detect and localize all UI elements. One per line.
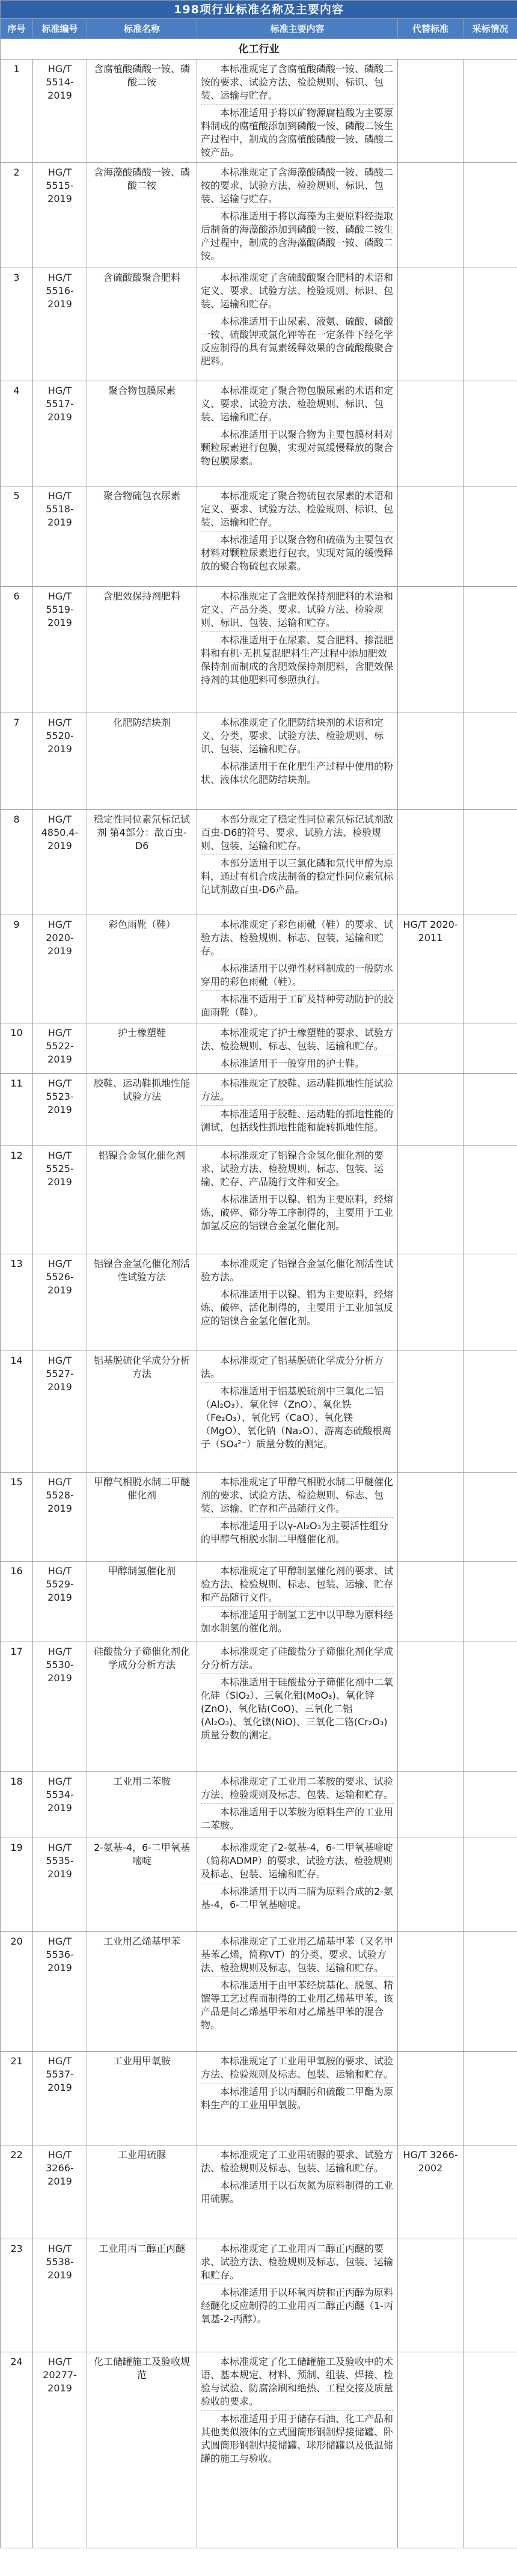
table-title: 198项行业标准名称及主要内容 [1, 1, 517, 19]
content-paragraph: 本标准适用于胶鞋、运动鞋的抓地性能的测试，包括线性抓地性能和旋转抓地性能。 [201, 1105, 394, 1134]
standard-content [197, 713, 398, 810]
row-number: 19 [1, 1838, 33, 1932]
adoption-status [463, 1473, 517, 1562]
standard-content [197, 587, 398, 713]
table-row [1, 2145, 517, 2239]
column-header-adoption: 采标情况 [463, 19, 517, 39]
table-row [1, 810, 517, 915]
standard-code: HG/T 5529-2019 [33, 1562, 87, 1642]
row-number: 2 [1, 163, 33, 268]
standard-content [197, 163, 398, 268]
standard-name: 胶鞋、运动鞋抓地性能试验方法 [87, 1074, 197, 1146]
content-paragraph: 本标准适用于以镍、铝为主要原料，经熔炼、破碎、活化制得的，主要用于工业加氢反应的铝镍合金氢化催化剂。 [201, 1286, 394, 1328]
column-header-number: 序号 [1, 19, 33, 39]
standard-code: HG/T 5519-2019 [33, 587, 87, 713]
row-number: 14 [1, 1351, 33, 1473]
column-header-content: 标准主要内容 [197, 19, 398, 39]
adoption-status [463, 163, 517, 268]
content-paragraph: 本标准适用于一般穿用的护士鞋。 [201, 1055, 394, 1070]
content-paragraph: 本标准适用于用于储存石油、化工产品和其他类似液体的立式圆筒形钢制焊接储罐、卧式圆筒形钢制焊接储罐、球形储罐以及低温储罐的施工与验收。 [201, 2410, 394, 2465]
row-number: 10 [1, 1023, 33, 1074]
standard-name: 含硫酸酸聚合肥料 [87, 268, 197, 381]
standard-name: 工业用甲氧胺 [87, 2052, 197, 2145]
standard-name: 聚合物硫包衣尿素 [87, 486, 197, 587]
adoption-status [463, 713, 517, 810]
content-paragraph: 本标准适用于在化肥生产过程中使用的粉状、液体状化肥防结块剂。 [201, 758, 394, 787]
standard-name: 工业用乙烯基甲苯 [87, 1932, 197, 2052]
adoption-status [463, 810, 517, 915]
content-paragraph: 本标准规定了铝镍合金氢化催化剂的要求、试验方法、检验规则、标志、包装、运输、贮存、产品随行文件和安全。 [201, 1150, 384, 1188]
adoption-status [463, 2352, 517, 2548]
content-paragraph: 本标准规定了甲醇气相脱水制二甲醚催化剂的要求、试验方法、检验规则、标志、包装、运输、贮存和产品随行文件。 [201, 1476, 394, 1514]
standard-name: 含腐植酸磷酸一铵、磷酸二铵 [87, 60, 197, 163]
standard-code: HG/T 5538-2019 [33, 2239, 87, 2352]
standard-code: HG/T 5516-2019 [33, 268, 87, 381]
standard-content [197, 1351, 398, 1473]
standard-name: 含海藻酸磷酸一铵、磷酸二铵 [87, 163, 197, 268]
replaced-standard [398, 2239, 463, 2352]
table-row [1, 1473, 517, 1562]
adoption-status [463, 60, 517, 163]
table-row [1, 1074, 517, 1146]
standard-content [197, 1074, 398, 1146]
row-number: 16 [1, 1562, 33, 1642]
content-paragraph: 本标准适用于由甲苯经烷基化、脱氢、精馏等工艺过程而制得的工业用乙烯基甲苯。该产品是间乙烯基甲苯和对乙烯基甲苯的混合物。 [201, 1976, 394, 2032]
standard-name: 铝镍合金氢化催化剂 [87, 1146, 197, 1254]
standard-code: HG/T 5534-2019 [33, 1772, 87, 1838]
table-row [1, 2052, 517, 2145]
standard-name: 硅酸盐分子筛催化剂化学成分分析方法 [87, 1642, 197, 1772]
table-row [1, 915, 517, 1023]
content-paragraph: 本标准适用于在尿素、复合肥料、掺混肥料和有机-无机复混肥料生产过程中添加肥效保持剂而制成的含肥效保持剂肥料，含肥效保持剂的其他肥料可参照执行。 [201, 631, 394, 687]
content-paragraph: 本标准规定了硅酸盐分子筛催化剂化学成分分析方法。 [201, 1646, 394, 1670]
standard-content [197, 1146, 398, 1254]
standard-name: 彩色雨靴（鞋） [87, 915, 197, 1023]
section-group [1, 39, 517, 60]
replaced-standard [398, 163, 463, 268]
standard-name: 护士橡塑鞋 [87, 1023, 197, 1074]
row-number: 18 [1, 1772, 33, 1838]
content-paragraph: 本标准规定了工业用硫脲的要求、试验方法、检验规则及标志、包装、运输和贮存。 [201, 2149, 394, 2174]
standard-code: HG/T 20277-2019 [33, 2352, 87, 2548]
standard-content [197, 810, 398, 915]
standard-name: 含肥效保持剂肥料 [87, 587, 197, 713]
standard-content [197, 2352, 398, 2548]
table-row [1, 486, 517, 587]
standard-content [197, 1023, 398, 1074]
content-paragraph: 本标准适用于由尿素、液氨、硫酸、磷酸一铵、硫酸钾或氯化钾等在一定条件下经化学反应制得的具有氮素缓释效果的含硫酸酸聚合肥料。 [201, 313, 394, 368]
table-row [1, 1146, 517, 1254]
standard-code: HG/T 4850.4-2019 [33, 810, 87, 915]
row-number: 24 [1, 2352, 33, 2548]
row-number: 7 [1, 713, 33, 810]
replaced-standard [398, 1074, 463, 1146]
adoption-status [463, 1772, 517, 1838]
content-paragraph: 本标准适用于以弹性材料制成的一般防水穿用的彩色雨靴（鞋）。 [201, 960, 394, 989]
table-row [1, 713, 517, 810]
row-number: 4 [1, 381, 33, 486]
adoption-status [463, 1254, 517, 1351]
standard-content [197, 60, 398, 163]
section-row [1, 39, 517, 60]
table-row [1, 1838, 517, 1932]
adoption-status [463, 1023, 517, 1074]
content-paragraph: 本标准规定了含腐植酸磷酸一铵、磷酸二铵的要求、试验方法、检验规则、标识、包装、运输与贮存。 [201, 63, 394, 101]
adoption-status [463, 1351, 517, 1473]
standard-content [197, 1932, 398, 2052]
standard-content [197, 1473, 398, 1562]
table-row [1, 1932, 517, 2052]
content-paragraph: 本部分规定了稳定性同位素氘标记试剂敌百虫-D6的符号、要求、试验方法、检验规则、包装、运输和贮存。 [201, 814, 394, 851]
content-paragraph: 本标准适用于以聚合物为主要包膜材料对颗粒尿素进行包膜，实现对氮缓慢释放的聚合物包膜尿素。 [201, 426, 394, 468]
content-paragraph: 本标准适用于以石灰氮为原料制得的工业用硫脲。 [201, 2177, 394, 2206]
table-row [1, 1023, 517, 1074]
adoption-status [463, 2052, 517, 2145]
row-number: 13 [1, 1254, 33, 1351]
table-row [1, 2239, 517, 2352]
row-number: 17 [1, 1642, 33, 1772]
table-row [1, 1562, 517, 1642]
standard-content [197, 2052, 398, 2145]
content-paragraph: 本标准适用于以环氧丙烷和正丙醇为原料经醚化反应制得的工业用丙二醇正丙醚（1-丙氧基-2-丙醇）。 [201, 2284, 394, 2326]
replaced-standard [398, 486, 463, 587]
table-row [1, 268, 517, 381]
row-number: 22 [1, 2145, 33, 2239]
content-paragraph: 本标准适用于以γ-Al₂O₃为主要活性组分的甲醇气相脱水制二甲醚催化剂。 [201, 1517, 394, 1546]
title-row [1, 1, 517, 19]
standard-code: HG/T 5536-2019 [33, 1932, 87, 2052]
replaced-standard [398, 1772, 463, 1838]
standard-content [197, 1642, 398, 1772]
content-paragraph: 本标准适用于制氢工艺中以甲醇为原料经加水制氢的催化剂。 [201, 1606, 394, 1635]
content-paragraph: 本标准规定了含硫酸酸聚合肥料的术语和定义、要求、试验方法、检验规则、标识、包装、运输和贮存。 [201, 272, 394, 310]
replaced-standard [398, 1254, 463, 1351]
standard-code: HG/T 5520-2019 [33, 713, 87, 810]
standard-code: HG/T 5537-2019 [33, 2052, 87, 2145]
replaced-standard [398, 1146, 463, 1254]
adoption-status [463, 2239, 517, 2352]
standard-content [197, 381, 398, 486]
standard-code: HG/T 2020-2019 [33, 915, 87, 1023]
content-paragraph: 本标准不适用于工矿及特种劳动防护的胶面雨靴（鞋）。 [201, 990, 394, 1019]
content-paragraph: 本标准规定了工业用乙烯基甲苯（又名甲基苯乙烯，简称VT）的分类、要求、试验方法、检验规则及标志、包装、运输和贮存。 [201, 1936, 394, 1973]
section-title: 化工行业 [1, 39, 517, 60]
content-paragraph: 本标准规定了含肥效保持剂肥料的术语和定义、产品分类、要求、试验方法、检验规则、标识、包装、运输和贮存。 [201, 590, 394, 628]
row-number: 5 [1, 486, 33, 587]
content-paragraph: 本标准规定了化肥防结块剂的术语和定义、分类、要求、试验方法、检验规则、标识、包装、运输和贮存。 [201, 717, 384, 755]
adoption-status [463, 1562, 517, 1642]
standard-code: HG/T 5518-2019 [33, 486, 87, 587]
adoption-status [463, 1932, 517, 2052]
content-paragraph: 本标准规定了含海藻酸磷酸一铵、磷酸二铵的要求、试验方法、检验规则、标识、包装、运输与贮存。 [201, 167, 394, 204]
content-paragraph: 本标准规定了工业用甲氧胺的要求、试验方法、检验规则及标志、包装、运输和贮存。 [201, 2055, 394, 2080]
content-paragraph: 本标准规定了聚合物硫包衣尿素的术语和定义、要求、试验方法、检验规则、标识、包装、运输和贮存。 [201, 490, 394, 528]
standard-name: 工业用硫脲 [87, 2145, 197, 2239]
row-number: 23 [1, 2239, 33, 2352]
content-paragraph: 本标准规定了胶鞋、运动鞋抓地性能试验方法。 [201, 1078, 394, 1102]
row-number: 6 [1, 587, 33, 713]
content-paragraph: 本标准适用于以苯胺为原料生产的工业用二苯胺。 [201, 1803, 394, 1832]
column-header-row [1, 19, 517, 39]
standard-code: HG/T 5530-2019 [33, 1642, 87, 1772]
adoption-status [463, 381, 517, 486]
standard-code: HG/T 5515-2019 [33, 163, 87, 268]
replaced-standard [398, 381, 463, 486]
row-number: 11 [1, 1074, 33, 1146]
standard-name: 甲醇气相脱水制二甲醚催化剂 [87, 1473, 197, 1562]
row-number: 15 [1, 1473, 33, 1562]
table-row [1, 2352, 517, 2548]
replaced-standard [398, 1473, 463, 1562]
standard-code: HG/T 5528-2019 [33, 1473, 87, 1562]
table-row [1, 381, 517, 486]
content-paragraph: 本标准规定了工业用二苯胺的要求、试验方法、检验规则及标志、包装、运输和贮存。 [201, 1776, 394, 1800]
standard-content [197, 915, 398, 1023]
content-paragraph: 本部分适用于以三氯化磷和氘代甲醇为原料，通过有机合成法制备的稳定性同位素氘标记试剂敌百虫-D6产品。 [201, 854, 394, 897]
standard-code: HG/T 5523-2019 [33, 1074, 87, 1146]
row-number: 12 [1, 1146, 33, 1254]
content-paragraph: 本标准规定了聚合物包膜尿素的术语和定义、要求、试验方法、检验规则、标识、包装、运输和贮存。 [201, 385, 394, 423]
replaced-standard [398, 2352, 463, 2548]
column-header-replaces: 代替标准 [398, 19, 463, 39]
standard-content [197, 1838, 398, 1932]
row-number: 1 [1, 60, 33, 163]
content-paragraph: 本标准适用于以镍、铝为主要原料，经熔炼、破碎、筛分等工序制得的，主要用于工业加氢反应的铝镍合金氢化催化剂。 [201, 1191, 394, 1233]
replaced-standard [398, 1351, 463, 1473]
replaced-standard [398, 268, 463, 381]
table-row [1, 60, 517, 163]
content-paragraph: 本标准适用于以丙二腈为原料合成的2-氨基-4，6-二甲氧基嘧啶。 [201, 1883, 394, 1912]
table-row [1, 1772, 517, 1838]
standard-content [197, 268, 398, 381]
standard-name: 化工储罐施工及验收规范 [87, 2352, 197, 2548]
content-paragraph: 本标准规定了2-氨基-4，6-二甲氧基嘧啶（简称ADMP）的要求、试验方法、检验规则及标志、包装、运输和贮存。 [201, 1842, 393, 1880]
content-paragraph: 本标准规定了化工储罐施工及验收中的术语、基本规定、材料、预制、组装、焊接、检验与试验、防腐涂刷和绝热、工程交接及质量验收的要求。 [201, 2356, 394, 2407]
replaced-standard [398, 810, 463, 915]
content-paragraph: 本标准规定了铝基脱硫化学成分分析方法。 [201, 1355, 384, 1379]
standard-code: HG/T 5514-2019 [33, 60, 87, 163]
adoption-status [463, 915, 517, 1023]
content-paragraph: 本标准适用于将以矿物源腐植酸为主要原料制成的腐植酸添加到磷酸一铵、磷酸二铵生产过程中，制成的含腐植酸磷酸一铵、磷酸二铵产品。 [201, 104, 394, 159]
standard-code: HG/T 5526-2019 [33, 1254, 87, 1351]
standard-content [197, 1254, 398, 1351]
standard-code: HG/T 3266-2019 [33, 2145, 87, 2239]
standard-code: HG/T 5527-2019 [33, 1351, 87, 1473]
adoption-status [463, 1838, 517, 1932]
standard-name: 2-氨基-4，6-二甲氧基嘧啶 [87, 1838, 197, 1932]
table-body [1, 60, 517, 2548]
content-paragraph: 本标准适用于硅酸盐分子筛催化剂中二氧化硅（SiO₂）、三氧化钼(MoO₃)、氧化锌(ZnO)、氧化钴(CoO)、三氧化二铝(Al₂O₃)、氧化镍(NiO)、三氧化二铬(Cr₂O₃)质量分数的测定。 [201, 1673, 394, 1742]
standard-code: HG/T 5517-2019 [33, 381, 87, 486]
content-paragraph: 本标准适用于将以海藻为主要原料经提取后制备的海藻酸添加到磷酸一铵、磷酸二铵生产过程中，制成的含海藻酸磷酸一铵、磷酸二铵。 [201, 207, 394, 263]
adoption-status [463, 268, 517, 381]
table-row [1, 1254, 517, 1351]
adoption-status [463, 587, 517, 713]
adoption-status [463, 2145, 517, 2239]
content-paragraph: 本标准适用于以丙酮肟和硫酸二甲酯为原料生产的工业用甲氧胺。 [201, 2083, 394, 2112]
column-header-name: 标准名称 [87, 19, 197, 39]
table-head [1, 1, 517, 39]
standard-code: HG/T 5522-2019 [33, 1023, 87, 1074]
replaced-standard [398, 713, 463, 810]
table-row [1, 1642, 517, 1772]
replaced-standard [398, 587, 463, 713]
adoption-status [463, 486, 517, 587]
content-paragraph: 本标准规定了护士橡塑鞋的要求、试验方法、检验规则、标志、包装、运输和贮存。 [201, 1027, 394, 1052]
standard-code: HG/T 5525-2019 [33, 1146, 87, 1254]
standard-name: 聚合物包膜尿素 [87, 381, 197, 486]
standard-content [197, 2145, 398, 2239]
table-row [1, 587, 517, 713]
content-paragraph: 本标准适用于铝基脱硫剂中三氧化二铝（Al₂O₃）、氧化锌（ZnO）、氧化铁（Fe₂O₃）、氧化钙（CaO）、氧化镁（MgO）、氧化钠（Na₂O）、游离态硫酸根离子（SO₄²⁻）质量分数的测定。 [201, 1382, 394, 1451]
adoption-status [463, 1642, 517, 1772]
row-number: 8 [1, 810, 33, 915]
adoption-status [463, 1146, 517, 1254]
standard-name: 稳定性同位素氘标记试剂 第4部分：敌百虫-D6 [87, 810, 197, 915]
table-row [1, 163, 517, 268]
standard-content [197, 486, 398, 587]
replaced-standard: HG/T 3266-2002 [398, 2145, 463, 2239]
row-number: 9 [1, 915, 33, 1023]
standard-content [197, 1562, 398, 1642]
content-paragraph: 本标准规定了彩色雨靴（鞋）的要求、试验方法、检验规则、标志、包装、运输和贮存。 [201, 919, 394, 957]
table-row [1, 1351, 517, 1473]
standard-name: 铝基脱硫化学成分分析方法 [87, 1351, 197, 1473]
standard-name: 化肥防结块剂 [87, 713, 197, 810]
row-number: 21 [1, 2052, 33, 2145]
replaced-standard [398, 2052, 463, 2145]
replaced-standard [398, 1023, 463, 1074]
replaced-standard [398, 60, 463, 163]
adoption-status [463, 1074, 517, 1146]
standard-name: 工业用丙二醇正丙醚 [87, 2239, 197, 2352]
standard-content [197, 1772, 398, 1838]
standard-name: 铝镍合金氢化催化剂活性试验方法 [87, 1254, 197, 1351]
replaced-standard [398, 1642, 463, 1772]
content-paragraph: 本标准规定了铝镍合金氢化催化剂活性试验方法。 [201, 1258, 394, 1283]
standard-name: 工业用二苯胺 [87, 1772, 197, 1838]
replaced-standard [398, 1838, 463, 1932]
content-paragraph: 本标准规定了工业用丙二醇正丙醚的要求、试验方法、检验规则及标志、包装、运输和贮存。 [201, 2243, 394, 2281]
standard-name: 甲醇制氢催化剂 [87, 1562, 197, 1642]
column-header-code: 标准编号 [33, 19, 87, 39]
replaced-standard [398, 1562, 463, 1642]
row-number: 3 [1, 268, 33, 381]
standard-content [197, 2239, 398, 2352]
content-paragraph: 本标准规定了甲醇制氢催化剂的要求、试验方法、检验规则、标志、包装、运输、贮存和产品随行文件。 [201, 1565, 394, 1603]
replaced-standard: HG/T 2020-2011 [398, 915, 463, 1023]
row-number: 20 [1, 1932, 33, 2052]
replaced-standard [398, 1932, 463, 2052]
standard-code: HG/T 5535-2019 [33, 1838, 87, 1932]
content-paragraph: 本标准适用于以聚合物和硫磺为主要包衣材料对颗粒尿素进行包衣，实现对氮的缓慢释放的聚合物硫包衣尿素。 [201, 531, 394, 573]
